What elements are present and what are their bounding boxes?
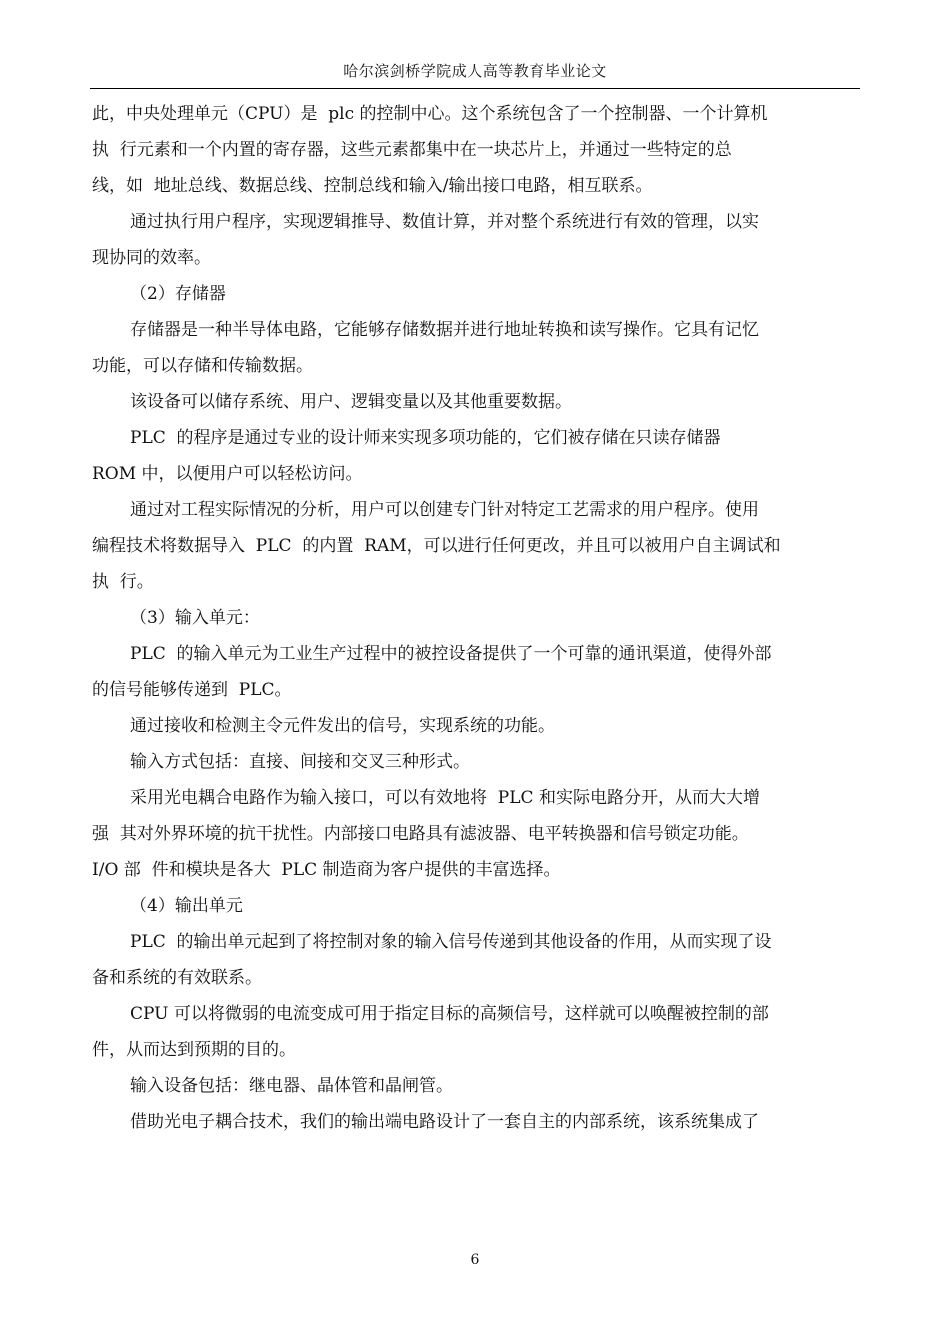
text-line: 该设备可以储存系统、用户、逻辑变量以及其他重要数据。 <box>130 392 572 412</box>
text-line: 借助光电子耦合技术，我们的输出端电路设计了一套自主的内部系统，该系统集成了 <box>130 1112 759 1132</box>
text-line: ROM 中，以便用户可以轻松访问。 <box>92 464 363 484</box>
section-heading: （4）输出单元 <box>130 896 243 916</box>
text-line: 的信号能够传递到 PLC。 <box>92 680 292 700</box>
text-line: 输入设备包括：继电器、晶体管和晶闸管。 <box>130 1076 453 1096</box>
text-line: CPU 可以将微弱的电流变成可用于指定目标的高频信号，这样就可以唤醒被控制的部 <box>130 1004 769 1024</box>
page-header-title: 哈尔滨剑桥学院成人高等教育毕业论文 <box>343 62 607 80</box>
text-line: 现协同的效率。 <box>92 248 211 268</box>
text-line: 此，中央处理单元（CPU）是 plc 的控制中心。这个系统包含了一个控制器、一个计算机 <box>92 104 768 124</box>
text-line: 执 行元素和一个内置的寄存器，这些元素都集中在一块芯片上，并通过一些特定的总 <box>92 140 732 160</box>
text-line: 通过接收和检测主令元件发出的信号，实现系统的功能。 <box>130 716 555 736</box>
text-line: 编程技术将数据导入 PLC 的内置 RAM，可以进行任何更改，并且可以被用户自主调试和 <box>92 536 781 556</box>
text-line: 采用光电耦合电路作为输入接口，可以有效地将 PLC 和实际电路分开，从而大大增 <box>130 788 760 808</box>
text-line: PLC 的输出单元起到了将控制对象的输入信号传递到其他设备的作用，从而实现了设 <box>130 932 772 952</box>
section-heading: （3）输入单元： <box>130 608 260 628</box>
text-line: 线，如 地址总线、数据总线、控制总线和输入/输出接口电路，相互联系。 <box>92 176 653 196</box>
text-line: PLC 的输入单元为工业生产过程中的被控设备提供了一个可靠的通讯渠道，使得外部 <box>130 644 772 664</box>
text-line: 通过执行用户程序，实现逻辑推导、数值计算，并对整个系统进行有效的管理，以实 <box>130 212 759 232</box>
text-line: 功能，可以存储和传输数据。 <box>92 356 313 376</box>
document-body <box>92 96 858 1140</box>
text-line: 执 行。 <box>92 572 154 592</box>
text-line: 通过对工程实际情况的分析，用户可以创建专门针对特定工艺需求的用户程序。使用 <box>130 500 759 520</box>
text-line: 强 其对外界环境的抗干扰性。内部接口电路具有滤波器、电平转换器和信号锁定功能。 <box>92 824 749 844</box>
text-line: 件，从而达到预期的目的。 <box>92 1040 296 1060</box>
page-number: 6 <box>470 1252 480 1268</box>
text-line: 存储器是一种半导体电路，它能够存储数据并进行地址转换和读写操作。它具有记忆 <box>130 320 759 340</box>
text-line: PLC 的程序是通过专业的设计师来实现多项功能的，它们被存储在只读存储器 <box>130 428 721 448</box>
text-line: 输入方式包括：直接、间接和交叉三种形式。 <box>130 752 470 772</box>
text-line: I/O 部 件和模块是各大 PLC 制造商为客户提供的丰富选择。 <box>92 860 561 880</box>
text-line: 备和系统的有效联系。 <box>92 968 262 988</box>
header-divider <box>90 88 860 89</box>
section-heading: （2）存储器 <box>130 284 226 304</box>
